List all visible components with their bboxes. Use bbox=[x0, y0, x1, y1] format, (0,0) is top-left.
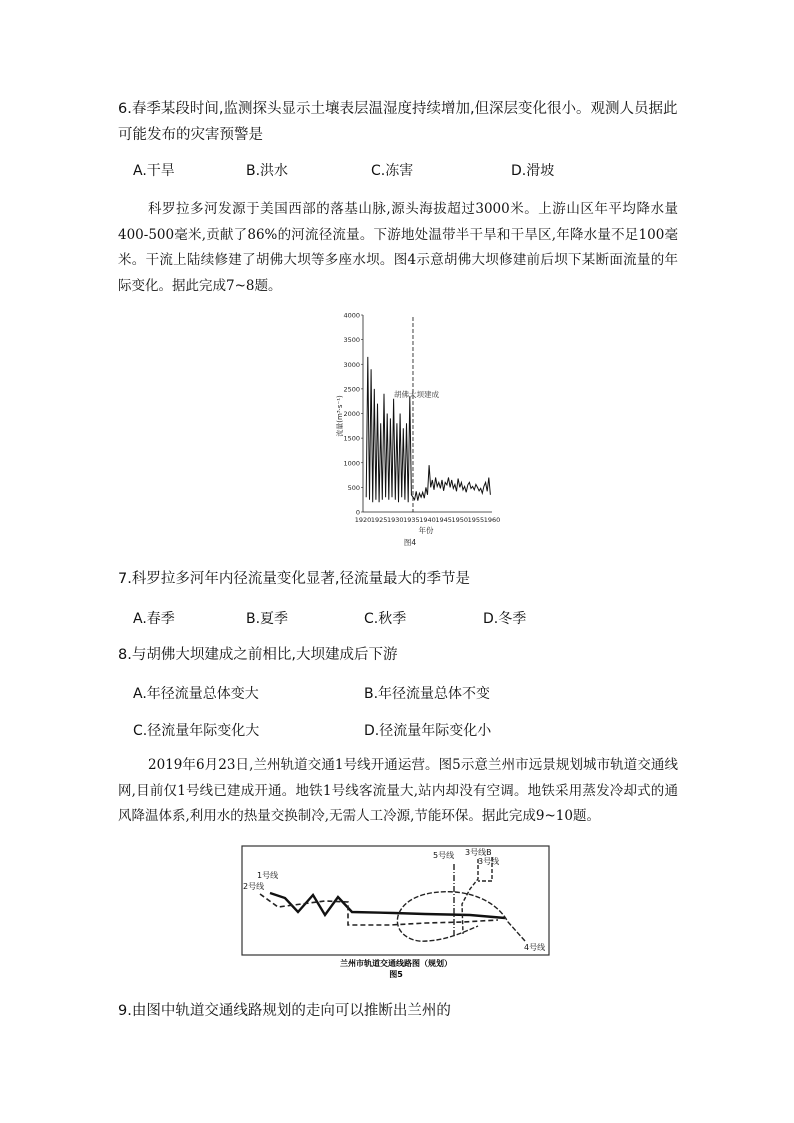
dam-annotation-label: 胡佛大坝建成 bbox=[394, 390, 439, 399]
q7-option-c: C.秋季 bbox=[364, 611, 407, 627]
y-tick-label: 1000 bbox=[343, 459, 360, 468]
x-tick-label: 1945 bbox=[435, 516, 452, 524]
x-axis-title: 年份 bbox=[418, 526, 434, 535]
y-tick-label: 0 bbox=[355, 508, 360, 517]
label-line-1: 1号线 bbox=[257, 871, 279, 880]
y-tick-label: 3000 bbox=[343, 360, 360, 369]
y-tick-label: 500 bbox=[347, 483, 360, 492]
x-tick-label: 1955 bbox=[467, 516, 485, 524]
q8-option-b: B.年径流量总体不变 bbox=[364, 686, 491, 702]
label-line-5: 5号线 bbox=[433, 851, 455, 860]
q6-option-a: A.干旱 bbox=[133, 163, 175, 179]
y-tick-label: 3500 bbox=[343, 336, 360, 345]
q7-option-d: D.冬季 bbox=[483, 611, 527, 627]
q8-option-d: D.径流量年际变化小 bbox=[364, 723, 492, 739]
figure-5-title: 兰州市轨道交通线路图（规划） bbox=[340, 959, 452, 968]
x-tick-label: 1940 bbox=[419, 516, 436, 524]
question-9-stem: 9.由图中轨道交通线路规划的走向可以推断出兰州的 bbox=[118, 1003, 451, 1019]
q8-option-c: C.径流量年际变化大 bbox=[133, 723, 260, 739]
figure-4-flow-chart bbox=[330, 308, 510, 550]
q7-option-b: B.夏季 bbox=[246, 611, 289, 627]
q6-option-b: B.洪水 bbox=[246, 163, 289, 179]
y-tick-labels bbox=[343, 312, 363, 517]
x-tick-labels bbox=[355, 516, 501, 524]
x-tick-label: 1950 bbox=[451, 516, 469, 524]
x-tick-label: 1935 bbox=[403, 516, 420, 524]
x-tick-label: 1930 bbox=[386, 516, 404, 524]
flow-series-line bbox=[366, 357, 490, 502]
q6-option-d: D.滑坡 bbox=[511, 163, 555, 179]
q8-option-a: A.年径流量总体变大 bbox=[133, 686, 259, 702]
label-line-3: 3号线 bbox=[478, 857, 500, 866]
label-line-2: 2号线 bbox=[243, 882, 265, 891]
q7-option-a: A.春季 bbox=[133, 611, 175, 627]
question-8-stem: 8.与胡佛大坝建成之前相比,大坝建成后下游 bbox=[118, 647, 398, 663]
question-7-stem: 7.科罗拉多河年内径流量变化显著,径流量最大的季节是 bbox=[118, 571, 470, 587]
passage-lanzhou-metro: 2019年6月23日,兰州轨道交通1号线开通运营。图5示意兰州市远景规划城市轨道交通线网,目前仅1号线已建成开通。地铁1号线客流量大,站内却没有空调。地铁采用蒸发冷却式的通风降温体系,利用水的热量交换制冷,无需人工冷源,节能环保。据此完成9~10题。 bbox=[118, 757, 678, 824]
figure-4-caption: 图4 bbox=[403, 538, 417, 547]
x-tick-label: 1925 bbox=[370, 516, 388, 524]
figure-5-caption: 图5 bbox=[389, 970, 403, 979]
question-6-stem: 6.春季某段时间,监测探头显示土壤表层温湿度持续增加,但深层变化很小。观测人员据此可能发布的灾害预警是 bbox=[118, 101, 678, 143]
label-line-4: 4号线 bbox=[524, 943, 546, 952]
figure-5-metro-map bbox=[240, 844, 552, 980]
label-line-3b: 3号线B bbox=[465, 848, 492, 857]
y-tick-label: 1500 bbox=[343, 434, 360, 443]
x-tick-label: 1920 bbox=[354, 516, 372, 524]
y-tick-label: 2000 bbox=[343, 410, 360, 418]
q6-option-c: C.冻害 bbox=[371, 163, 414, 179]
passage-colorado-river: 科罗拉多河发源于美国西部的落基山脉,源头海拔超过3000米。上游山区年平均降水量400-500毫米,贡献了86%的河流径流量。下游地处温带半干旱和干旱区,年降水量不足100毫米。干流上陆续修建了胡佛大坝等多座水坝。图4示意胡佛大坝修建前后坝下某断面流量的年际变化。据此完成7~8题。 bbox=[118, 201, 678, 294]
y-tick-label: 4000 bbox=[343, 311, 360, 320]
y-axis-title: 流量(m³·s⁻¹) bbox=[336, 395, 344, 437]
x-tick-label: 1960 bbox=[483, 516, 501, 524]
y-tick-label: 2500 bbox=[343, 385, 360, 394]
